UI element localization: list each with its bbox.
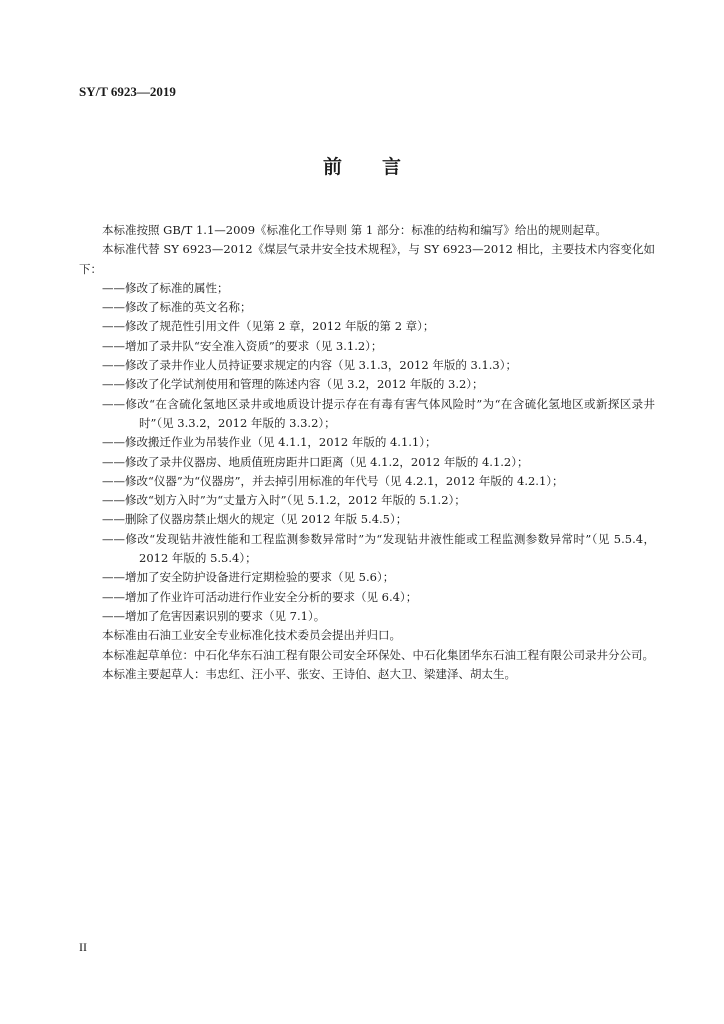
list-item: ——修改了录井作业人员持证要求规定的内容（见 3.1.3，2012 年版的 3.1.3）； — [102, 358, 518, 373]
paragraph-proposer: 本标准由石油工业安全专业标准化技术委员会提出并归口。 — [102, 628, 401, 643]
list-item: ——修改了标准的英文名称； — [102, 300, 252, 315]
list-item: ——修改“仪器”为“仪器房”，并去掉引用标准的年代号（见 4.2.1，2012 年版的 4.2.1）； — [102, 473, 564, 488]
list-item: ——修改了化学试剂使用和管理的陈述内容（见 3.2，2012 年版的 3.2）； — [102, 377, 484, 392]
paragraph-replacement: 本标准代替 SY 6923—2012《煤层气录井安全技术规程》，与 SY 6923—2012 相比，主要技术内容变化如下： — [79, 242, 655, 276]
list-item: ——增加了作业许可活动进行作业安全分析的要求（见 6.4）； — [102, 589, 418, 604]
list-item: ——修改搬迁作业为吊装作业（见 4.1.1，2012 年版的 4.1.1）； — [102, 435, 437, 450]
list-item: ——删除了仪器房禁止烟火的规定（见 2012 年版 5.4.5）； — [102, 512, 408, 527]
paragraph-drafting-units: 本标准起草单位：中石化华东石油工程有限公司安全环保处、中石化集团华东石油工程有限公司录井分公司。 — [102, 647, 654, 662]
page-number: II — [79, 940, 87, 954]
paragraph-drafting-rules: 本标准按照 GB/T 1.1—2009《标准化工作导则 第 1 部分：标准的结构和编写》给出的规则起草。 — [102, 223, 607, 237]
document-body — [79, 221, 655, 684]
standard-code: SY/T 6923—2019 — [79, 84, 176, 99]
list-item: ——增加了录井队“安全准入资质”的要求（见 3.1.2）； — [102, 338, 383, 353]
list-item: ——修改“在含硫化氢地区录井或地质设计提示存在有毒有害气体风险时”为“在含硫化氢地区或新探区录井时”（见 3.3.2，2012 年版的 3.3.2）； — [102, 396, 655, 430]
page-title: 前言 — [322, 156, 441, 178]
list-item: ——增加了安全防护设备进行定期检验的要求（见 5.6）； — [102, 570, 395, 585]
list-item: ——修改“发现钻井液性能和工程监测参数异常时”为“发现钻井液性能或工程监测参数异常时”（见 5.5.4，2012 年版的 5.5.4）； — [102, 531, 655, 566]
list-item: ——修改了录井仪器房、地质值班房距井口距离（见 4.1.2，2012 年版的 4.1.2）； — [102, 454, 529, 469]
list-item: ——修改了标准的属性； — [102, 280, 229, 295]
list-item: ——修改了规范性引用文件（见第 2 章，2012 年版的第 2 章）； — [102, 319, 435, 334]
paragraph-drafters: 本标准主要起草人：韦忠红、汪小平、张安、王诗伯、赵大卫、梁建泽、胡太生。 — [102, 666, 516, 681]
list-item: ——修改“划方入时”为“丈量方入时”（见 5.1.2，2012 年版的 5.1.2）； — [102, 493, 466, 508]
list-item: ——增加了危害因素识别的要求（见 7.1）。 — [102, 608, 326, 623]
